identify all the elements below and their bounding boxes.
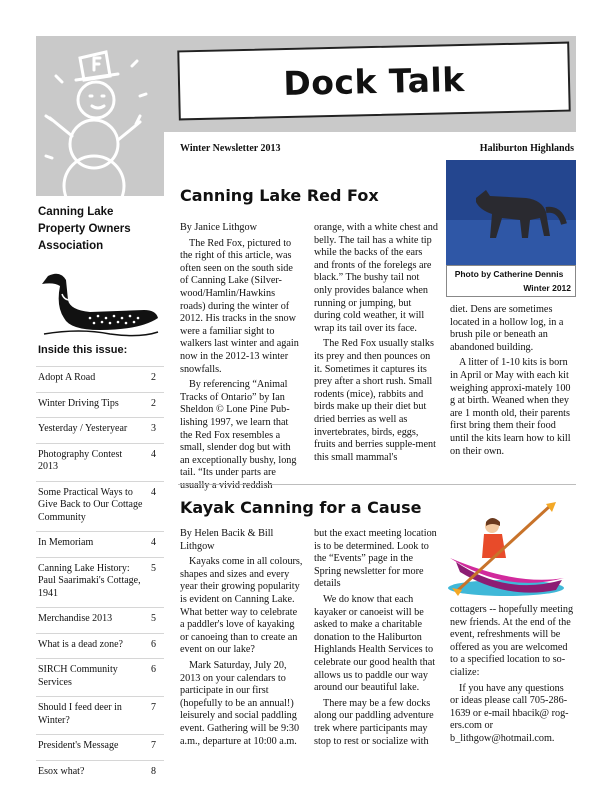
toc-title: Winter Driving Tips <box>38 397 119 409</box>
toc-page: 5 <box>151 562 156 574</box>
snowman-illustration <box>36 36 164 196</box>
region-label: Haliburton Highlands <box>479 143 574 154</box>
byline: By Helen Bacik & Bill Lithgow <box>180 528 274 552</box>
toc-item[interactable] <box>36 696 164 734</box>
toc-page: 6 <box>151 638 156 650</box>
paragraph: There may be a few docks along our paddling adventure trek where participants may stop to rest or socialize with <box>314 697 434 747</box>
article1-column-2 <box>314 222 438 467</box>
toc-item[interactable] <box>36 531 164 557</box>
toc-title: Photography Contest 2013 <box>38 448 123 472</box>
toc-page: 2 <box>151 372 156 383</box>
toc-page: 2 <box>151 397 156 409</box>
toc-item[interactable] <box>36 734 164 760</box>
article-divider <box>178 484 576 485</box>
article2-column-3 <box>450 604 574 749</box>
toc-page: 4 <box>151 448 156 460</box>
paragraph: Kayaks come in all colours, shapes and sizes and every year their growing popularity is evident on Canning Lake. What better way to celebrate a paddler's love of kayaking or canoeing than to create an event on our lake? <box>180 556 303 656</box>
issue-label: Winter Newsletter 2013 <box>180 143 281 154</box>
article2-column-1 <box>180 528 304 751</box>
fox-image <box>446 160 576 265</box>
table-of-contents <box>36 366 164 785</box>
sidebar <box>36 36 164 777</box>
article1-column-3 <box>450 304 574 461</box>
toc-item[interactable] <box>36 607 164 633</box>
snowman-drawing <box>36 36 164 196</box>
toc-title: Should I feed deer in Winter? <box>38 702 122 726</box>
toc-title: Canning Lake History: Paul Saarimaki's Cottage, 1941 <box>38 562 141 599</box>
toc-item[interactable] <box>36 443 164 481</box>
red-fox-photo <box>446 160 576 265</box>
toc-item[interactable] <box>36 633 164 659</box>
article1-column-1 <box>180 222 302 495</box>
paragraph: but the exact meeting location is to be determined. Look to the “Events” page in the Spring newsletter for more details <box>314 528 437 590</box>
toc-item[interactable] <box>36 658 164 696</box>
toc-page: 4 <box>151 486 156 498</box>
caption-credit: Photo by Catherine Dennis <box>454 269 564 279</box>
paragraph: If you have any questions or ideas please call 705-286-1639 or e-mail hbacik@ rog-ers.com or b_lithgow@hotmail.com. <box>450 682 569 744</box>
toc-title: Merchandise 2013 <box>38 613 113 624</box>
toc-page: 3 <box>151 423 156 434</box>
toc-title: SIRCH Community Services <box>38 664 118 688</box>
toc-item[interactable] <box>36 557 164 608</box>
toc-page: 4 <box>151 537 156 548</box>
toc-item[interactable] <box>36 481 164 532</box>
paragraph: A litter of 1-10 kits is born in April or May with each kit weighing approxi-mately 100 g at birth. Weaned when they are 1 month old, their parents first bring them their food until the kits learn how to kill on their own. <box>450 357 571 457</box>
paragraph: The Red Fox usually stalks its prey and then pounces on it. Sometimes it captures its prey after a short rush. Small rodents (mice), rabbits and birds make up their diet but dried berries as well as invertebrates, birds, eggs, fruits and berries supple-ment this small mammal's <box>314 338 436 463</box>
kayaker-illustration <box>446 500 576 600</box>
photo-caption <box>446 265 576 297</box>
masthead-box <box>177 42 570 121</box>
toc-page: 6 <box>151 664 156 675</box>
org-line: Canning Lake <box>38 206 114 218</box>
caption-date: Winter 2012 <box>523 283 571 293</box>
toc-title: President's Message <box>38 740 119 751</box>
article-title-red-fox: Canning Lake Red Fox <box>180 186 379 205</box>
toc-item[interactable] <box>36 760 164 786</box>
toc-title: Esox what? <box>38 765 85 777</box>
article2-column-2 <box>314 528 438 751</box>
toc-item[interactable] <box>36 366 164 392</box>
toc-title: Some Practical Ways to Give Back to Our Cottage Community <box>38 486 143 523</box>
toc-title: Adopt A Road <box>38 372 96 383</box>
toc-title: Yesterday / Yesteryear <box>38 423 128 434</box>
toc-item[interactable] <box>36 417 164 443</box>
paragraph: We do know that each kayaker or canoeist will be asked to make a charitable donation to the Haliburton Highlands Health Services to celebrate our good health that allows us to paddle our way around our beautiful lake. <box>314 593 436 694</box>
loon-drawing <box>40 270 160 340</box>
association-name <box>38 204 162 255</box>
toc-item[interactable] <box>36 392 164 418</box>
inside-issue-heading: Inside this issue: <box>38 344 128 356</box>
toc-title: In Memoriam <box>38 537 94 548</box>
newsletter-title: Dock Talk <box>282 59 466 104</box>
toc-page: 7 <box>151 740 156 751</box>
kayak-drawing <box>446 500 576 600</box>
paragraph: Mark Saturday, July 20, 2013 on your calendars to participate in our first (hopefully to be an annual!) leisurely and social paddling event. Gathering will be 9:30 a.m., departure at 10:00 a.m. <box>180 659 300 747</box>
paragraph: diet. Dens are sometimes located in a hollow log, in a brush pile or beneath an abandoned building. <box>450 304 564 353</box>
toc-title: What is a dead zone? <box>38 638 123 650</box>
paragraph: orange, with a white chest and belly. The tail has a white tip while the backs of the ears and fronts of the forelegs are black.” The bushy tail not only provides balance when running or jumping, but during cold weather, it will wrap its tail over its face. <box>314 222 438 334</box>
org-line: Association <box>38 240 104 252</box>
paragraph: By referencing “Animal Tracks of Ontario” by Ian Sheldon © Lone Pine Pub-lishing 1997, we learn that the Red Fox resembles a small, slender dog but with an exceptionally bushy, long tail. “Its under parts are usually a vivid reddish <box>180 379 297 491</box>
loon-illustration <box>40 270 160 340</box>
toc-page: 8 <box>151 765 156 777</box>
byline: By Janice Lithgow <box>180 222 257 233</box>
article-title-kayak: Kayak Canning for a Cause <box>180 498 422 517</box>
toc-page: 7 <box>151 702 156 713</box>
toc-page: 5 <box>151 613 156 624</box>
paragraph: The Red Fox, pictured to the right of this article, was often seen on the south side of Canning Lake (Silver-wood/Hamlin/Hawkins roads) during the winter of 2012. His tracks in the snow were a familiar sight to walkers last winter and again now in the 2012-13 winter snowfalls. <box>180 237 299 375</box>
paragraph: cottagers -- hopefully meeting new friends. At the end of the event, refreshments will be offered as you are welcomed to a specified location to so-cialize: <box>450 604 574 678</box>
org-line: Property Owners <box>38 223 131 235</box>
